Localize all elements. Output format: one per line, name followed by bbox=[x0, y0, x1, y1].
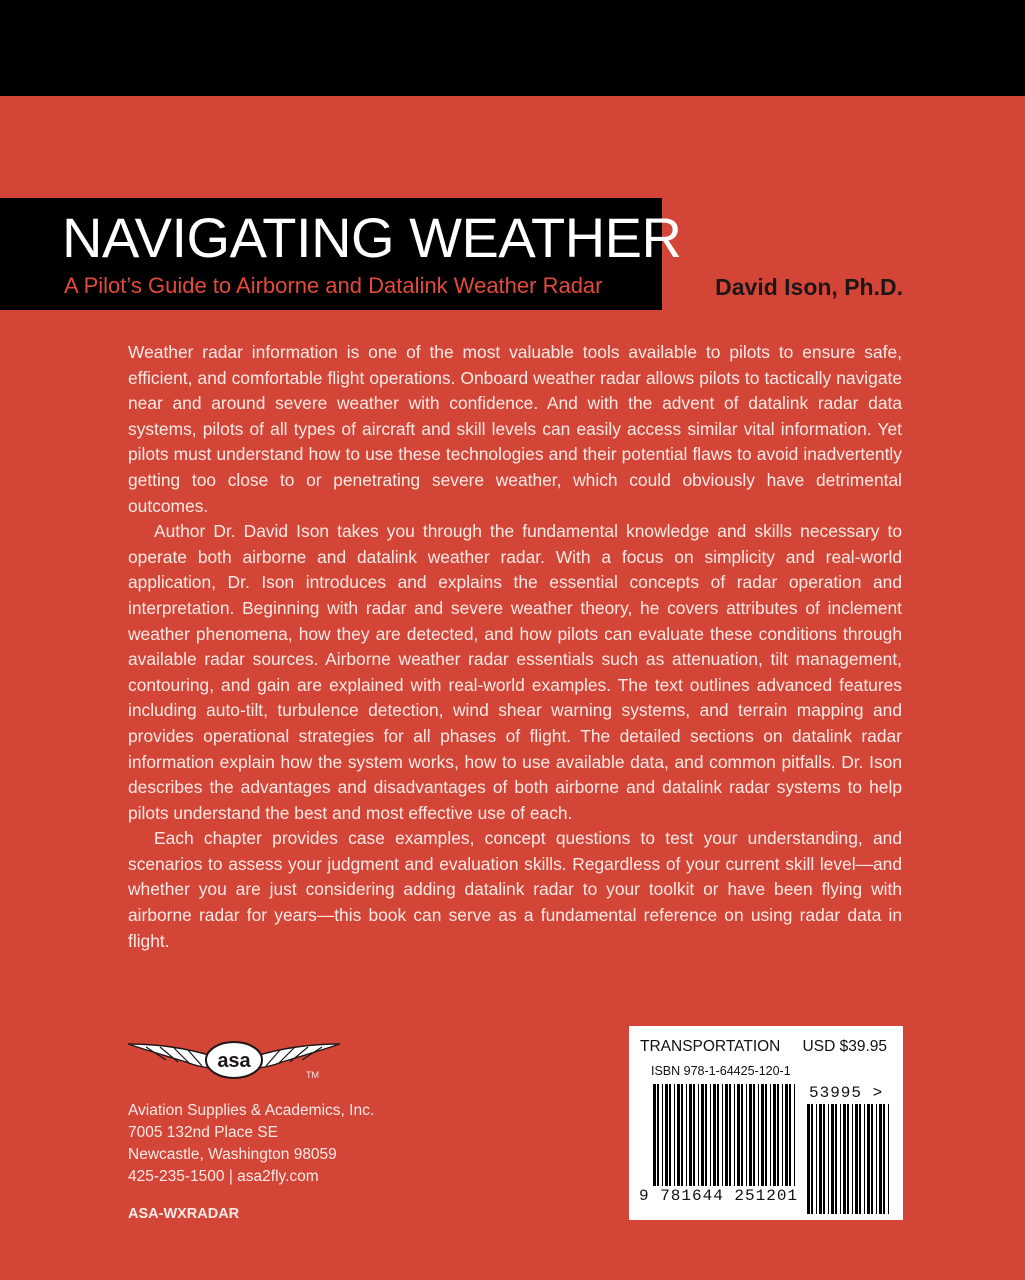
isbn-label: ISBN 978-1-64425-120-1 bbox=[651, 1064, 791, 1078]
barcode-bar bbox=[722, 1084, 723, 1186]
product-code: ASA-WXRADAR bbox=[128, 1206, 240, 1222]
book-subtitle: A Pilot’s Guide to Airborne and Datalink Weather Radar bbox=[64, 273, 603, 298]
barcode-bar bbox=[794, 1084, 795, 1186]
logo-text: asa bbox=[217, 1050, 251, 1072]
publisher-contact: 425-235-1500 | asa2fly.com bbox=[128, 1168, 319, 1185]
barcode-addon: 53995 > bbox=[809, 1084, 884, 1102]
barcode-bar bbox=[758, 1084, 759, 1186]
barcode-bar bbox=[746, 1084, 747, 1186]
barcode-bar bbox=[864, 1104, 865, 1214]
barcode-bar bbox=[741, 1084, 743, 1186]
barcode-bar bbox=[816, 1104, 817, 1214]
barcode-bar bbox=[765, 1084, 767, 1186]
barcode-bar bbox=[686, 1084, 687, 1186]
barcode-bar bbox=[713, 1084, 716, 1186]
barcode-bar bbox=[879, 1104, 882, 1214]
barcode-bar bbox=[701, 1084, 704, 1186]
barcode-bar bbox=[859, 1104, 861, 1214]
barcode-bar bbox=[717, 1084, 719, 1186]
barcode-bar bbox=[657, 1084, 659, 1186]
barcode-bar bbox=[807, 1104, 810, 1214]
barcode-bar bbox=[669, 1084, 671, 1186]
publisher-address bbox=[128, 1100, 374, 1188]
barcode-bar bbox=[734, 1084, 735, 1186]
barcode-bar bbox=[867, 1104, 870, 1214]
barcode-bar bbox=[835, 1104, 837, 1214]
barcode-bar bbox=[871, 1104, 873, 1214]
barcode-bar bbox=[811, 1104, 813, 1214]
barcode-bar bbox=[785, 1084, 788, 1186]
barcode-bar bbox=[855, 1104, 858, 1214]
barcode-bar bbox=[819, 1104, 822, 1214]
barcode-bar bbox=[876, 1104, 877, 1214]
barcode-bar bbox=[782, 1084, 783, 1186]
barcode-bar bbox=[705, 1084, 707, 1186]
barcode-bar bbox=[789, 1084, 791, 1186]
barcode-bar bbox=[677, 1084, 680, 1186]
publisher-city: Newcastle, Washington 98059 bbox=[128, 1146, 337, 1163]
barcode-bar bbox=[888, 1104, 889, 1214]
publisher-street: 7005 132nd Place SE bbox=[128, 1124, 278, 1141]
barcode-bar bbox=[770, 1084, 771, 1186]
barcode-bar bbox=[710, 1084, 711, 1186]
barcode-bar bbox=[883, 1104, 885, 1214]
barcode-bar bbox=[777, 1084, 779, 1186]
book-title: NAVIGATING WEATHER bbox=[62, 206, 682, 269]
barcode-panel bbox=[629, 1026, 903, 1220]
barcode-digits: 9 781644 251201 bbox=[639, 1187, 799, 1205]
barcode-bar bbox=[665, 1084, 668, 1186]
barcode-bar bbox=[681, 1084, 683, 1186]
barcode-bar bbox=[653, 1084, 656, 1186]
barcode-bar bbox=[831, 1104, 834, 1214]
top-black-band bbox=[0, 0, 1025, 96]
book-description bbox=[128, 340, 902, 954]
author-name: David Ison, Ph.D. bbox=[715, 274, 903, 300]
barcode-bar bbox=[823, 1104, 825, 1214]
barcode-bar bbox=[737, 1084, 740, 1186]
description-paragraph: Author Dr. David Ison takes you through the fundamental knowledge and skills necessary to operate both airborne and datalink weather radar. With a focus on simplicity and real-world application, Dr. Ison introduces and explains the essential concepts of radar operation and interpretation. Beginning with radar and severe weather theory, he covers attributes of inclement weather phenomena, how they are detected, and how pilots can evaluate these conditions through available radar sources. Airborne weather radar essentials such as attenuation, tilt management, contouring, and gain are explained with real-world examples. The text outlines advanced features including auto-tilt, turbulence detection, wind shear warning systems, and terrain mapping and provides operational strategies for all phases of flight. The detailed sections on datalink radar information explain how the system works, how to use available data, and common pitfalls. Dr. Ison describes the advantages and disadvantages of both airborne and datalink radar systems to help pilots understand the best and most effective use of each. bbox=[128, 521, 902, 823]
barcode-bar bbox=[698, 1084, 699, 1186]
barcode-bar bbox=[729, 1084, 731, 1186]
barcode-bar bbox=[689, 1084, 692, 1186]
barcode-bar bbox=[693, 1084, 695, 1186]
barcode-bar bbox=[725, 1084, 728, 1186]
trademark-mark: TM bbox=[306, 1070, 319, 1080]
barcode-bar bbox=[749, 1084, 752, 1186]
barcode-category: TRANSPORTATION bbox=[640, 1038, 781, 1055]
barcode-bar bbox=[847, 1104, 849, 1214]
barcode-bar bbox=[852, 1104, 853, 1214]
barcode-bar bbox=[828, 1104, 829, 1214]
barcode-bar bbox=[773, 1084, 776, 1186]
barcode-bar bbox=[761, 1084, 764, 1186]
barcode-bar bbox=[843, 1104, 846, 1214]
barcode-bar bbox=[674, 1084, 675, 1186]
barcode-bar bbox=[840, 1104, 841, 1214]
description-paragraph: Each chapter provides case examples, concept questions to test your understanding, and scenarios to assess your judgment and evaluation skills. Regardless of your current skill level—and whether you are just considering adding datalink radar to your toolkit or have been flying with airborne radar for years—this book can serve as a fundamental reference on using radar data in flight. bbox=[128, 828, 902, 951]
barcode-bar bbox=[662, 1084, 663, 1186]
description-paragraph: Weather radar information is one of the most valuable tools available to pilots to ensure safe, efficient, and comfortable flight operations. Onboard weather radar allows pilots to tactically navigate near and around severe weather with confidence. And with the advent of datalink radar data systems, pilots of all types of aircraft and skill levels can easily access similar vital information. Yet pilots must understand how to use these technologies and their potential flaws to avoid inadvertently getting too close to or penetrating severe weather, which could obviously have detrimental outcomes. bbox=[128, 342, 902, 516]
barcode-bar bbox=[753, 1084, 755, 1186]
publisher-name: Aviation Supplies & Academics, Inc. bbox=[128, 1102, 375, 1119]
barcode-price: USD $39.95 bbox=[802, 1038, 887, 1055]
